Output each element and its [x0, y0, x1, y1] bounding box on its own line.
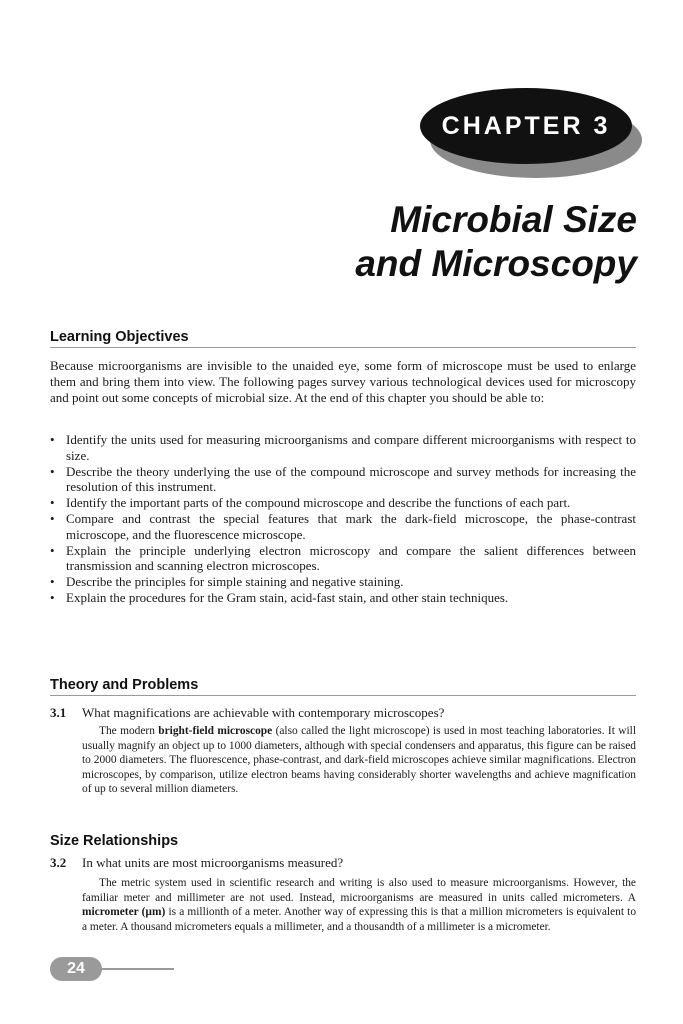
question-3-1 [50, 705, 636, 721]
answer-text: The metric system used in scientific research and writing is also used to measure microorganisms. However, the familiar meter and millimeter are not used. Instead, microorganisms are measured in units called micrometers. A [82, 877, 636, 904]
chapter-badge-label: CHAPTER 3 [441, 111, 611, 140]
page-footer-rule [98, 968, 174, 970]
answer-term: micrometer (µm) [82, 906, 166, 919]
answer-term: bright-field microscope [158, 725, 273, 737]
learning-objectives-intro: Because microorganisms are invisible to the unaided eye, some form of microscope must be used to enlarge them and bring them into view. The following pages survey various technological devices used for microscopy and point out some concepts of microbial size. At the end of this chapter you should be able to: [50, 358, 636, 405]
learning-objectives-heading: Learning Objectives [50, 329, 636, 348]
page-number: 24 [50, 957, 102, 981]
objective-item: • Explain the procedures for the Gram stain, acid-fast stain, and other stain techniques. [50, 590, 636, 606]
answer-3-2 [82, 876, 636, 934]
chapter-badge [420, 88, 640, 180]
objective-item: • Identify the important parts of the compound microscope and describe the functions of each part. [50, 495, 636, 511]
chapter-title [355, 198, 637, 286]
answer-3-1 [82, 724, 636, 797]
objective-item: • Identify the units used for measuring microorganisms and compare different microorganisms with respect to size. [50, 432, 636, 464]
answer-text: is a millionth of a meter. Another way of expressing this is that a million micrometers is equivalent to a meter. A thousand micrometers equals a millimeter, and a thousandth of a millimeter is a micrometer. [82, 906, 637, 933]
question-number: 3.2 [50, 855, 67, 870]
answer-text: The modern [99, 725, 159, 737]
theory-heading: Theory and Problems [50, 677, 636, 696]
objective-item: • Compare and contrast the special features that mark the dark-field microscope, the phase-contrast microscope, and the fluorescence microscope. [50, 511, 636, 543]
learning-objectives-list [50, 432, 636, 606]
objective-item: • Describe the theory underlying the use of the compound microscope and survey methods for increasing the resolution of this instrument. [50, 464, 636, 496]
objective-item: • Describe the principles for simple staining and negative staining. [50, 574, 636, 590]
chapter-badge-oval [420, 88, 632, 164]
question-text: In what units are most microorganisms measured? [82, 855, 344, 870]
chapter-title-line-1: Microbial Size [390, 199, 637, 240]
question-3-2 [50, 855, 636, 871]
answer-text: (also called the light microscope) is used in most teaching laboratories. It will usually magnify an object up to 1000 diameters, although with special condensers and apparatus, this figure can be raised to 2000 diameters. The fluorescence, phase-contrast, and dark-field microscopes achieve similar magnifications. Electron microscopes, by comparison, utilize electron beams having considerably shorter wavelengths and achieve magnification of up to several million diameters. [82, 725, 636, 796]
objective-item: • Explain the principle underlying electron microscopy and compare the salient differences between transmission and scanning electron microscopes. [50, 543, 636, 575]
chapter-title-line-2: and Microscopy [355, 243, 637, 284]
page-footer [50, 957, 180, 981]
size-heading: Size Relationships [50, 833, 179, 849]
question-text: What magnifications are achievable with contemporary microscopes? [82, 705, 445, 720]
question-number: 3.1 [50, 705, 67, 720]
